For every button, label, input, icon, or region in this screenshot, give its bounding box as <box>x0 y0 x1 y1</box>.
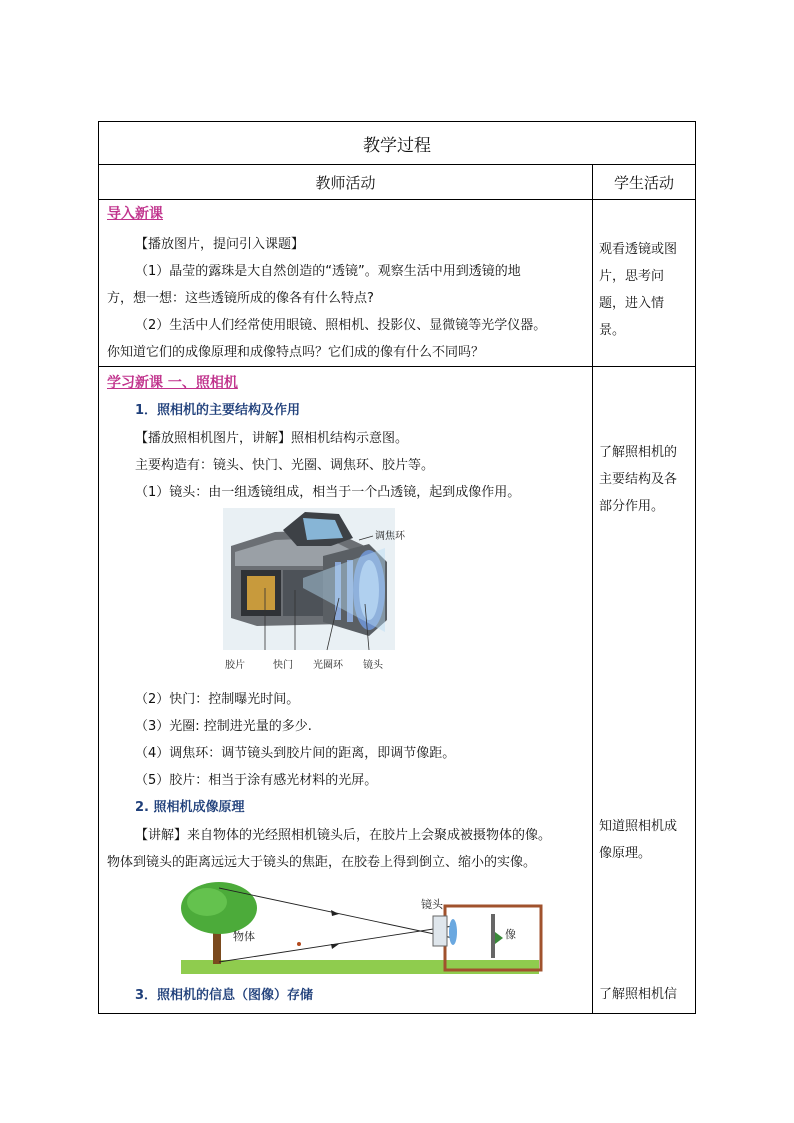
intro-student-line-1: 观看透镜或图 <box>599 242 678 257</box>
film-label: 胶片 <box>225 660 245 671</box>
intro-student-line-3: 题，进入情 <box>599 296 665 311</box>
camera-student-cell <box>593 367 696 1014</box>
section-1-point-4: （4）调焦环：调节镜头到胶片间的距离，即调节像距。 <box>135 746 456 761</box>
camera-student-1-line-1: 了解照相机的 <box>599 445 678 460</box>
section-1-parts: 主要构造有：镜头、快门、光圈、调焦环、胶片等。 <box>135 458 435 473</box>
lens-label-2: 镜头 <box>421 898 443 911</box>
section-1-point-5: （5）胶片：相当于涂有感光材料的光屏。 <box>135 773 378 788</box>
object-label: 物体 <box>233 930 255 943</box>
imaging-principle-figure <box>107 878 585 978</box>
camera-student-2-line-1: 知道照相机成 <box>599 819 678 834</box>
camera-heading: 学习新课 一、照相机 <box>107 375 238 391</box>
teaching-process-table <box>98 121 696 1014</box>
intro-student-cell <box>593 200 696 367</box>
camera-student-1-line-2: 主要结构及各 <box>599 472 678 487</box>
lens-label: 镜头 <box>363 660 383 671</box>
focus-ring-label: 调焦环 <box>375 531 405 542</box>
intro-action: 【播放图片，提问引入课题】 <box>135 237 305 252</box>
section-2-title: 2. 照相机成像原理 <box>135 800 245 815</box>
teacher-column-header: 教师活动 <box>99 165 593 200</box>
section-1-action: 【播放照相机图片，讲解】照相机结构示意图。 <box>135 431 409 446</box>
camera-student-2-line-2: 像原理。 <box>599 846 652 861</box>
section-1-point-1: （1）镜头：由一组透镜组成，相当于一个凸透镜，起到成像作用。 <box>135 485 521 500</box>
intro-student-line-2: 片，思考问 <box>599 269 665 284</box>
section-2-line-2: 物体到镜头的距离远远大于镜头的焦距，在胶卷上得到倒立、缩小的实像。 <box>107 855 537 870</box>
intro-question-1-line-1: （1）晶莹的露珠是大自然创造的“透镜”。观察生活中用到透镜的地 <box>135 264 521 279</box>
camera-structure-figure <box>107 508 585 680</box>
section-1-title: 1．照相机的主要结构及作用 <box>135 403 301 418</box>
aperture-ring-label: 光圈环 <box>313 660 343 671</box>
student-column-header: 学生活动 <box>593 165 696 200</box>
camera-student-1-line-3: 部分作用。 <box>599 499 665 514</box>
section-2-line-1: 【讲解】来自物体的光经照相机镜头后，在胶片上会聚成被摄物体的像。 <box>135 828 552 843</box>
intro-heading: 导入新课 <box>107 206 163 222</box>
intro-question-2-line-2: 你知道它们的成像原理和成像特点吗？它们成的像有什么不同吗？ <box>107 345 485 360</box>
shutter-label: 快门 <box>273 660 293 671</box>
intro-question-2-line-1: （2）生活中人们经常使用眼镜、照相机、投影仪、显微镜等光学仪器。 <box>135 318 547 333</box>
table-title: 教学过程 <box>99 122 696 165</box>
section-3-title: 3．照相机的信息（图像）存储 <box>135 988 314 1003</box>
section-1-point-3: （3）光圈: 控制进光量的多少. <box>135 719 312 734</box>
image-label: 像 <box>505 928 516 941</box>
intro-student-line-4: 景。 <box>599 323 626 338</box>
section-1-point-2: （2）快门：控制曝光时间。 <box>135 692 300 707</box>
camera-teacher-cell <box>99 367 593 1014</box>
intro-teacher-cell <box>99 200 593 367</box>
camera-student-3-line-1: 了解照相机信 <box>599 987 678 1002</box>
intro-question-1-line-2: 方，想一想：这些透镜所成的像各有什么特点? <box>107 291 374 306</box>
